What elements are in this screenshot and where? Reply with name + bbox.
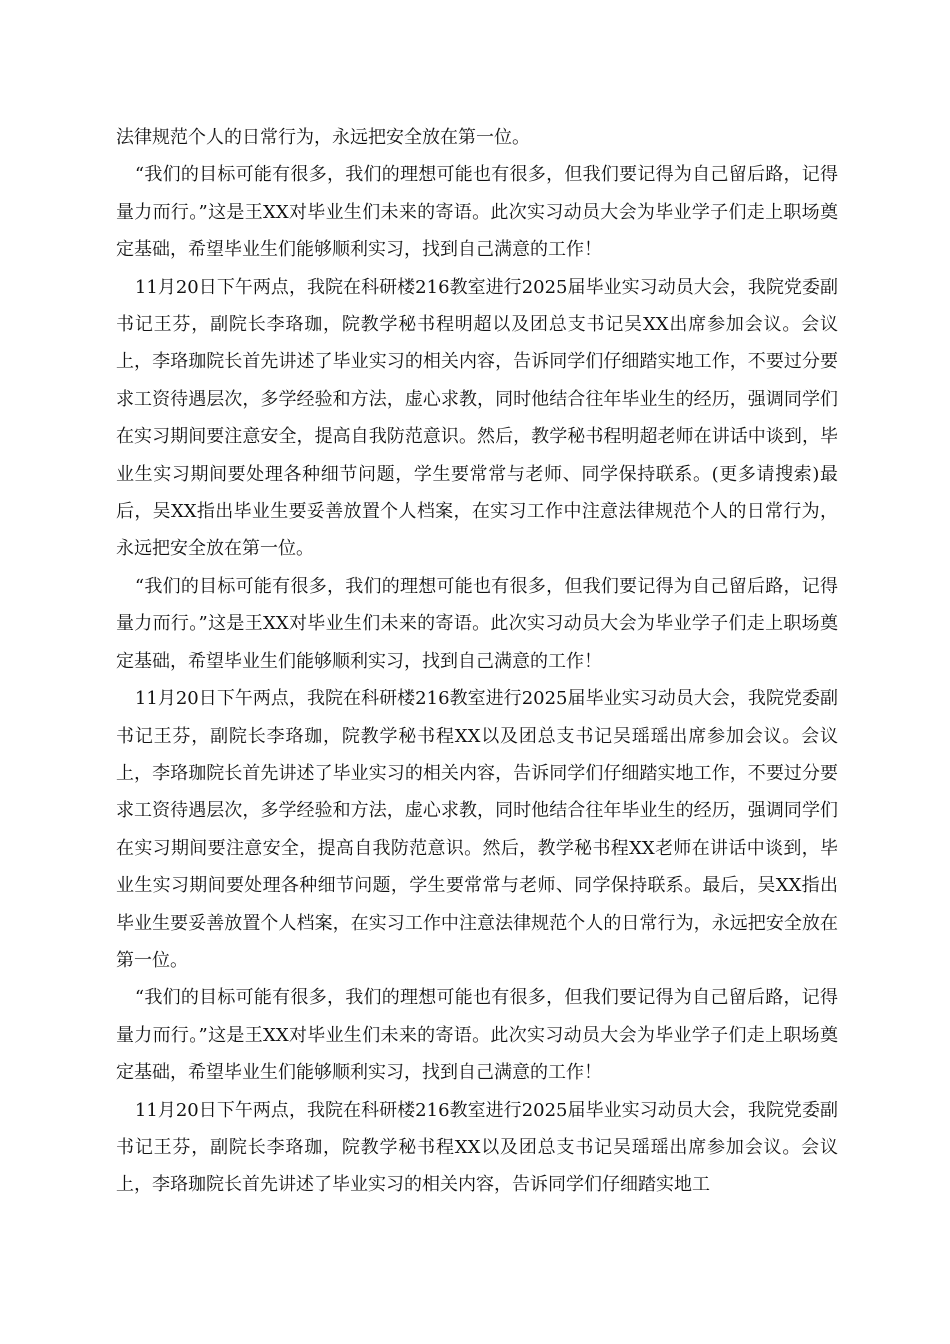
paragraph-3: 11月20日下午两点，我院在科研楼216教室进行2025届毕业实习动员大会，我院党委副书记王芬，副院长李珞珈，院教学秘书程明超以及团总支书记吴XX出席参加会议。会议上，李珞珈院长首先讲述了毕业实习的相关内容，告诉同学们仔细踏实地工作，不要过分要求工资待遇层次，多学经验和方法，虚心求教，同时他结合往年毕业生的经历，强调同学们在实习期间要注意安全，提高自我防范意识。然后，教学秘书程明超老师在讲话中谈到，毕业生实习期间要处理各种细节问题，学生要常常与老师、同学保持联系。(更多请搜索)最后，吴XX指出毕业生要妥善放置个人档案，在实习工作中注意法律规范个人的日常行为，永远把安全放在第一位。 <box>116 276 838 560</box>
paragraph-4: “我们的目标可能有很多，我们的理想可能也有很多，但我们要记得为自己留后路，记得量力而行。”这是王XX对毕业生们未来的寄语。此次实习动员大会为毕业学子们走上职场奠定基础，希望毕业生们能够顺利实习，找到自己满意的工作！ <box>116 575 838 672</box>
document-body <box>116 119 838 1204</box>
paragraph-2: “我们的目标可能有很多，我们的理想可能也有很多，但我们要记得为自己留后路，记得量力而行。”这是王XX对毕业生们未来的寄语。此次实习动员大会为毕业学子们走上职场奠定基础，希望毕业生们能够顺利实习，找到自己满意的工作！ <box>116 164 838 261</box>
paragraph-7: 11月20日下午两点，我院在科研楼216教室进行2025届毕业实习动员大会，我院党委副书记王芬，副院长李珞珈，院教学秘书程XX以及团总支书记吴瑶瑶出席参加会议。会议上，李珞珈院长首先讲述了毕业实习的相关内容，告诉同学们仔细踏实地工 <box>116 1099 838 1196</box>
paragraph-6: “我们的目标可能有很多，我们的理想可能也有很多，但我们要记得为自己留后路，记得量力而行。”这是王XX对毕业生们未来的寄语。此次实习动员大会为毕业学子们走上职场奠定基础，希望毕业生们能够顺利实习，找到自己满意的工作！ <box>116 987 838 1084</box>
paragraph-5: 11月20日下午两点，我院在科研楼216教室进行2025届毕业实习动员大会，我院党委副书记王芬，副院长李珞珈，院教学秘书程XX以及团总支书记吴瑶瑶出席参加会议。会议上，李珞珈院长首先讲述了毕业实习的相关内容，告诉同学们仔细踏实地工作，不要过分要求工资待遇层次，多学经验和方法，虚心求教，同时他结合往年毕业生的经历，强调同学们在实习期间要注意安全，提高自我防范意识。然后，教学秘书程XX老师在讲话中谈到，毕业生实习期间要处理各种细节问题，学生要常常与老师、同学保持联系。最后，吴XX指出毕业生要妥善放置个人档案，在实习工作中注意法律规范个人的日常行为，永远把安全放在第一位。 <box>116 688 838 971</box>
paragraph-1: 法律规范个人的日常行为，永远把安全放在第一位。 <box>116 127 530 148</box>
